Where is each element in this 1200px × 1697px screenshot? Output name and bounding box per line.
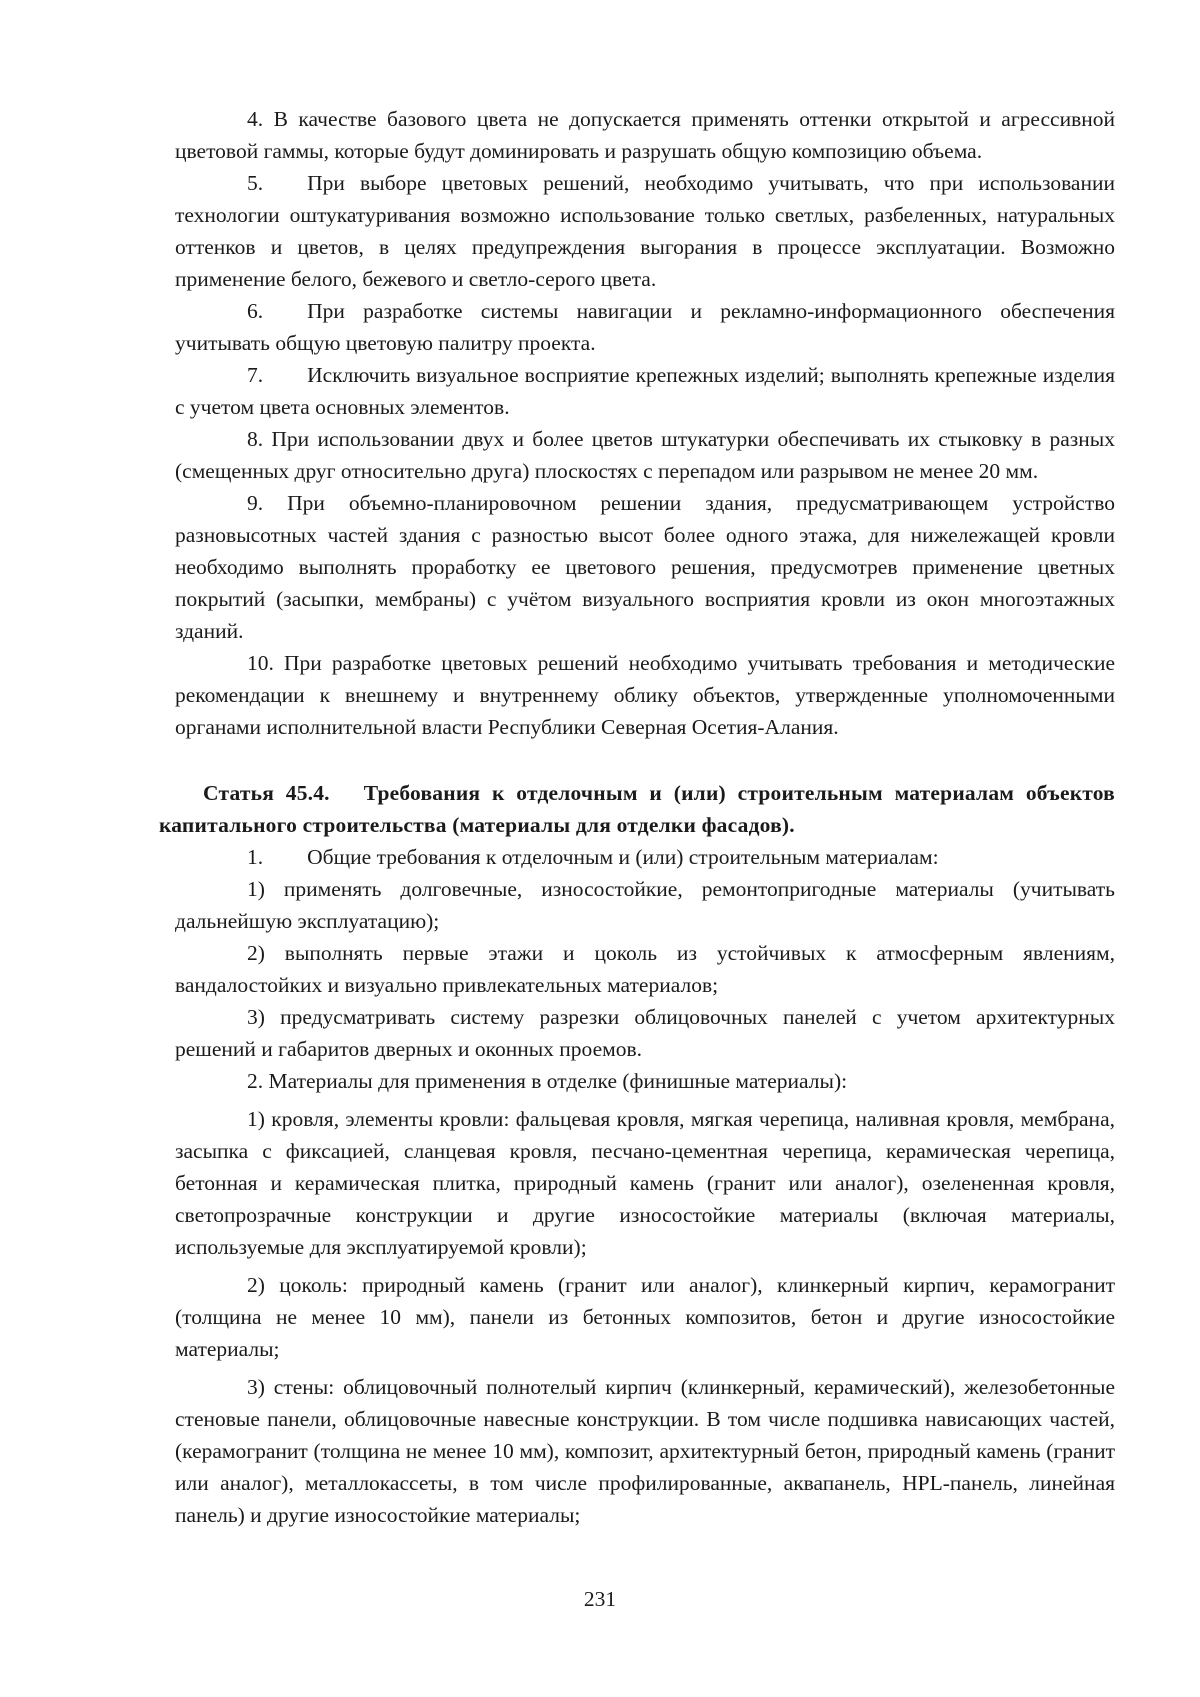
paragraph bbox=[175, 841, 1115, 873]
requirements-list-materials bbox=[175, 841, 1115, 1531]
paragraph bbox=[175, 359, 1115, 423]
paragraph-text: 1) применять долговечные, износостойкие, ремонтопригодные материалы (учитывать дальнейшую эксплуатацию); bbox=[175, 877, 1115, 933]
paragraph bbox=[175, 167, 1115, 295]
paragraph bbox=[175, 873, 1115, 937]
paragraph bbox=[175, 937, 1115, 1001]
paragraph bbox=[175, 1103, 1115, 1263]
paragraph bbox=[175, 1065, 1115, 1097]
paragraph-text: При разработке системы навигации и рекламно-информационного обеспечения учитывать общую цветовую палитру проекта. bbox=[175, 299, 1115, 355]
paragraph-text: 10. При разработке цветовых решений необходимо учитывать требования и методические рекомендации к внешнему и внутреннему облику объектов, утвержденные уполномоченными органами исполнительной власти Республики Северная Осетия-Алания. bbox=[175, 651, 1115, 739]
paragraph bbox=[175, 1371, 1115, 1531]
paragraph bbox=[175, 1001, 1115, 1065]
paragraph-number: 7. bbox=[247, 363, 264, 387]
paragraph-text: Исключить визуальное восприятие крепежных изделий; выполнять крепежные изделия с учетом цвета основных элементов. bbox=[175, 363, 1115, 419]
article-heading bbox=[159, 777, 1115, 841]
requirements-list-colors bbox=[175, 103, 1115, 743]
paragraph-text: 1) кровля, элементы кровли: фальцевая кровля, мягкая черепица, наливная кровля, мембрана, засыпка с фиксацией, сланцевая кровля, песчано-цементная черепица, керамическая черепица, бетонная и керамическая плитка, природный камень (гранит или аналог), озелененная кровля, светопрозрачные конструкции и другие износостойкие материалы (включая материалы, используемые для эксплуатируемой кровли); bbox=[175, 1107, 1115, 1259]
paragraph-text: 3) предусматривать систему разрезки облицовочных панелей с учетом архитектурных решений и габаритов дверных и оконных проемов. bbox=[175, 1005, 1115, 1061]
paragraph-number: 6. bbox=[247, 299, 264, 323]
paragraph-text: При выборе цветовых решений, необходимо учитывать, что при использовании технологии оштукатуривания возможно использование только светлых, разбеленных, натуральных оттенков и цветов, в целях предупреждения выгорания в процессе эксплуатации. Возможно применение белого, бежевого и светло-серого цвета. bbox=[175, 171, 1115, 291]
paragraph-text: 2) выполнять первые этажи и цоколь из устойчивых к атмосферным явлениям, вандалостойких и визуально привлекательных материалов; bbox=[175, 941, 1115, 997]
paragraph-text: Общие требования к отделочным и (или) строительным материалам: bbox=[307, 845, 939, 869]
document-body bbox=[159, 103, 1115, 1531]
paragraph bbox=[175, 1269, 1115, 1365]
paragraph bbox=[175, 103, 1115, 167]
paragraph-text: 4. В качестве базового цвета не допускается применять оттенки открытой и агрессивной цветовой гаммы, которые будут доминировать и разрушать общую композицию объема. bbox=[175, 107, 1115, 163]
page-number: 231 bbox=[583, 1587, 617, 1611]
paragraph-text: 8. При использовании двух и более цветов штукатурки обеспечивать их стыковку в разных (смещенных друг относительно друга) плоскостях с перепадом или разрывом не менее 20 мм. bbox=[175, 427, 1115, 483]
paragraph bbox=[175, 423, 1115, 487]
paragraph-number: 1. bbox=[247, 845, 264, 869]
paragraph bbox=[175, 487, 1115, 647]
paragraph-text: 3) стены: облицовочный полнотелый кирпич (клинкерный, керамический), железобетонные стеновые панели, облицовочные навесные конструкции. В том числе подшивка нависающих частей, (керамогранит (толщина не менее 10 мм), композит, архитектурный бетон, природный камень (гранит или аналог), металлокассеты, в том числе профилированные, аквапанель, HPL-панель, линейная панель) и другие износостойкие материалы; bbox=[175, 1375, 1115, 1527]
paragraph-text: 2. Материалы для применения в отделке (финишные материалы): bbox=[247, 1069, 848, 1093]
paragraph bbox=[175, 295, 1115, 359]
article-title: Требования к отделочным и (или) строительным материалам объектов капитального строительства (материалы для отделки фасадов). bbox=[159, 781, 1115, 837]
paragraph bbox=[175, 647, 1115, 743]
paragraph-text: 2) цоколь: природный камень (гранит или аналог), клинкерный кирпич, керамогранит (толщина не менее 10 мм), панели из бетонных композитов, бетон и другие износостойкие материалы; bbox=[175, 1273, 1115, 1361]
paragraph-text: 9. При объемно-планировочном решении здания, предусматривающем устройство разновысотных частей здания с разностью высот более одного этажа, для нижележащей кровли необходимо выполнять проработку ее цветового решения, предусмотрев применение цветных покрытий (засыпки, мембраны) с учётом визуального восприятия кровли из окон многоэтажных зданий. bbox=[175, 491, 1115, 643]
paragraph-number: 5. bbox=[247, 171, 264, 195]
article-label: Статья 45.4. bbox=[203, 781, 330, 805]
